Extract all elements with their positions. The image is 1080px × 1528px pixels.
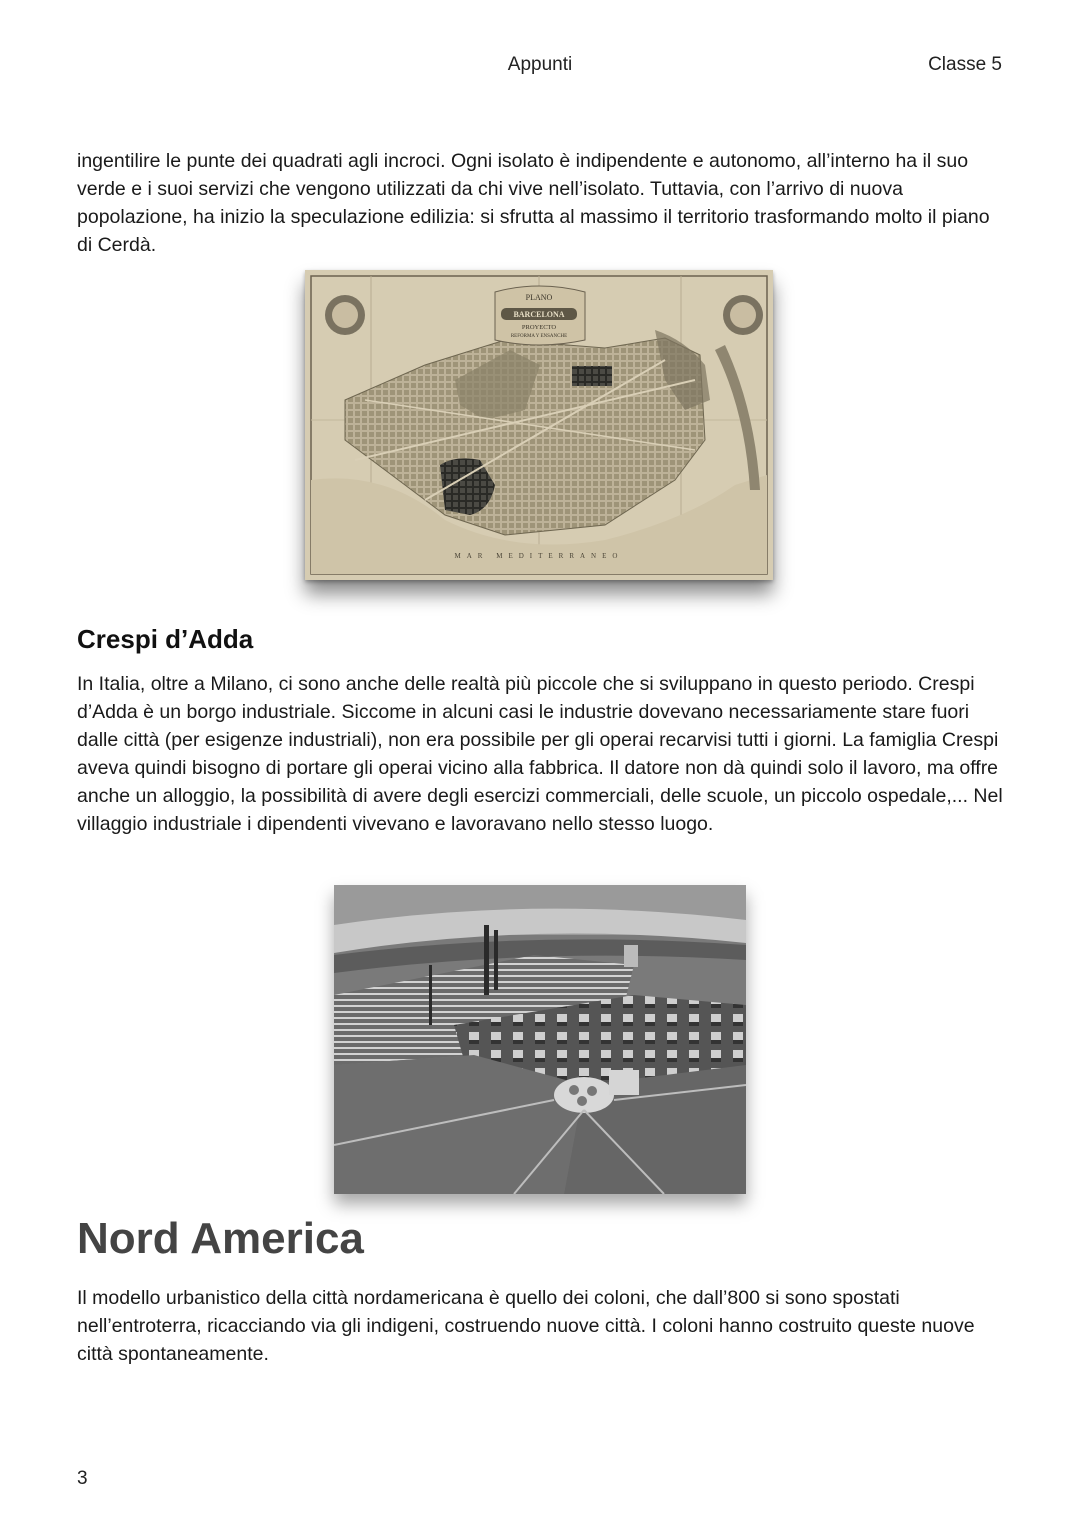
map-title-text: PLANO — [525, 293, 553, 302]
page-number: 3 — [77, 1468, 88, 1489]
crespi-aerial-photo — [334, 885, 746, 1194]
map-subtitle-text: REFORMA Y ENSANCHE — [510, 334, 568, 339]
barcelona-map-image — [305, 270, 773, 580]
crespi-heading: Crespi d’Adda — [77, 624, 254, 654]
map-sea-text: MAR MEDITERRANEO — [454, 552, 624, 560]
page-header-class: Classe 5 — [928, 54, 1002, 75]
barcelona-map-drawing — [305, 270, 773, 580]
nord-america-paragraph: Il modello urbanistico della città nordamericana è quello dei coloni, che dall’800 si sono spostati nell’entroterra, ricacciando via gli indigeni, costruendo nuove città. I coloni hanno costruito queste nuove città spontaneamente. — [77, 1287, 975, 1365]
nord-america-heading: Nord America — [77, 1214, 364, 1263]
map-project-text: PROYECTO — [521, 324, 557, 331]
intro-paragraph: ingentilire le punte dei quadrati agli incroci. Ogni isolato è indipendente e autonomo, all’interno ha il suo verde e i suoi servizi che vengono utilizzati da chi vive nell’isolato. Tuttavia, con l’arrivo di nuova popolazione, ha inizio la speculazione edilizia: si sfrutta al massimo il territorio trasformando molto il piano di Cerdà. — [77, 150, 990, 256]
page-header-title: Appunti — [507, 54, 573, 75]
crespi-paragraph: In Italia, oltre a Milano, ci sono anche delle realtà più piccole che si sviluppano in questo periodo. Crespi d’Adda è un borgo industriale. Siccome in alcuni casi le industrie dovevano necessariamente stare fuori dalle città (per esigenze industriali), non era possibile per gli operai recarvisi tutti i giorni. La famiglia Crespi aveva quindi bisogno di portare gli operai vicino alla fabbrica. Il datore non dà quindi solo il lavoro, ma offre anche un alloggio, la possibilità di avere degli esercizi commerciali, delle scuole, un piccolo ospedale,... Nel villaggio industriale i dipendenti vivevano e lavoravano nello stesso luogo. — [77, 673, 1003, 835]
crespi-photo-drawing — [334, 885, 746, 1194]
map-city-text: BARCELONA — [513, 310, 565, 319]
